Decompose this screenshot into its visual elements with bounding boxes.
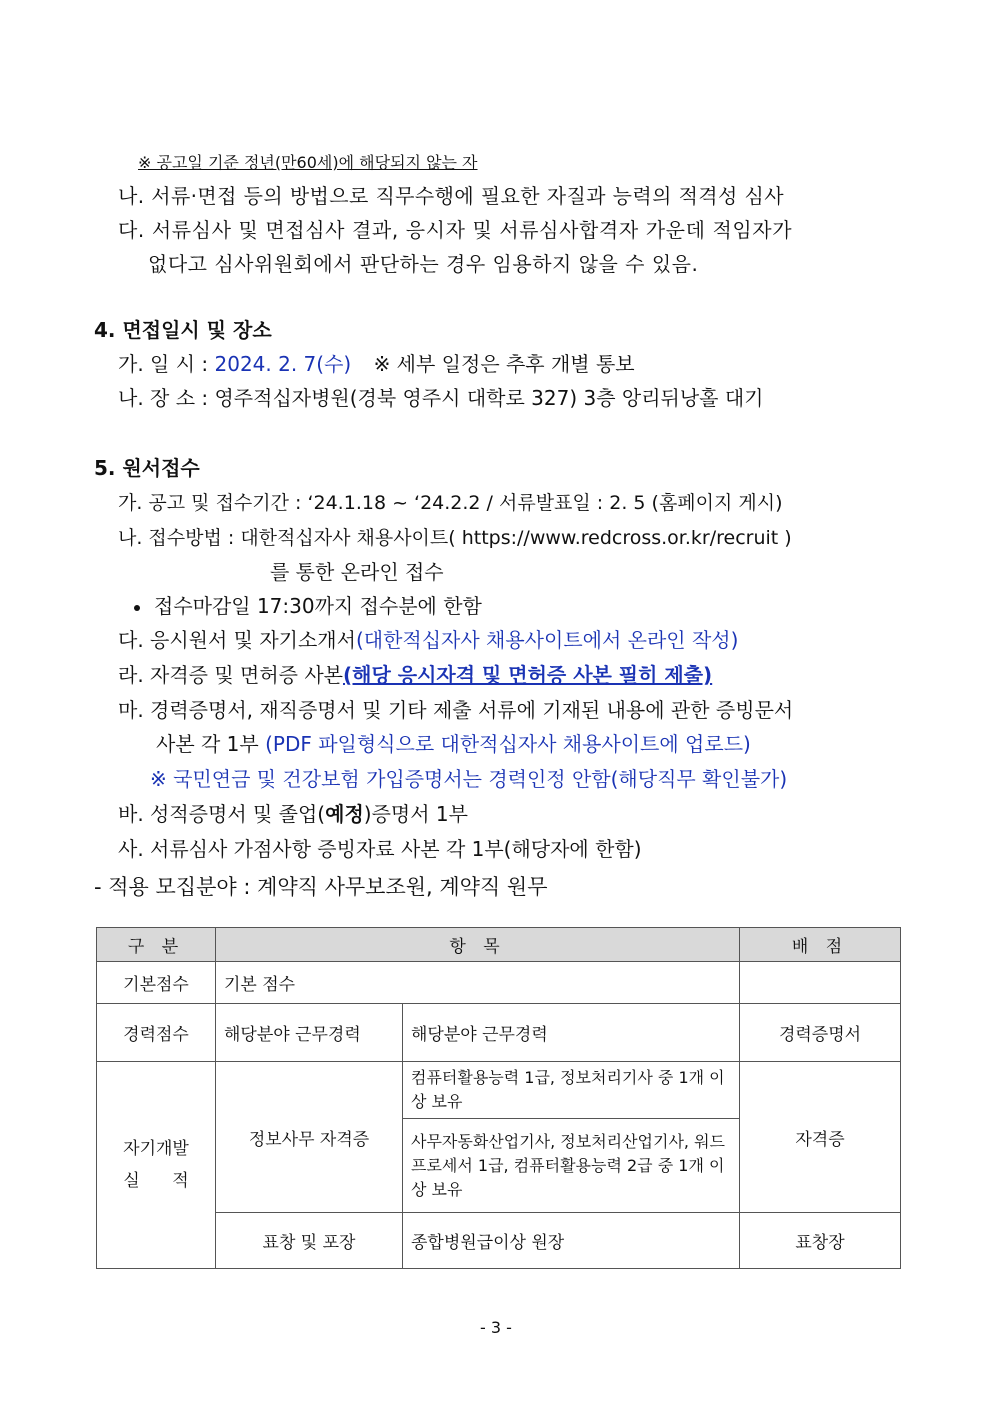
row4-detail: 종합병원급이상 원장: [403, 1213, 740, 1269]
table-row: [97, 1062, 901, 1119]
row3-detail-a: 컴퓨터활용능력 1급, 정보처리기사 중 1개 이상 보유: [403, 1062, 740, 1119]
item-ra-text: 라. 자격증 및 면허증 사본: [118, 663, 343, 687]
applicable-fields: - 적용 모집분야 : 계약직 사무보조원, 계약직 원무: [94, 875, 548, 899]
score-table: [96, 927, 901, 1269]
row2-detail: 해당분야 근무경력: [403, 1004, 740, 1062]
interview-date-note: ※ 세부 일정은 추후 개별 통보: [373, 352, 635, 376]
item-ma-line2: [156, 731, 751, 757]
page-number: - 3 -: [480, 1318, 512, 1337]
interview-date-line: [118, 351, 635, 377]
item-ba-transcript: [118, 801, 468, 827]
header-category: 구 분: [97, 928, 216, 962]
item-da-blue: (대한적십자사 채용사이트에서 온라인 작성): [355, 628, 739, 652]
row3-category-line2: 실 적: [123, 1171, 189, 1191]
row3-score: 자격증: [740, 1062, 901, 1213]
row4-score: 표창장: [740, 1213, 901, 1269]
section-5-title: 5. 원서접수: [94, 456, 200, 480]
section-4-title: 4. 면접일시 및 장소: [94, 318, 272, 342]
table-row: [97, 1004, 901, 1062]
item-ma-line1: 마. 경력증명서, 재직증명서 및 기타 제출 서류에 기재된 내용에 관한 증빙문서: [118, 698, 794, 722]
header-item: 항 목: [216, 928, 740, 962]
header-score: 배 점: [740, 928, 901, 962]
row1-category: 기본점수: [97, 962, 216, 1004]
row2-score: 경력증명서: [740, 1004, 901, 1062]
row2-item: 해당분야 근무경력: [216, 1004, 403, 1062]
row1-score: [740, 962, 901, 1004]
table-row: [97, 962, 901, 1004]
application-period: 가. 공고 및 접수기간 : ‘24.1.18 ~ ‘24.2.2 / 서류발표일 : 2. 5 (홈페이지 게시): [118, 492, 783, 514]
application-method-line1: 나. 접수방법 : 대한적십자사 채용사이트( https://www.redcross.or.kr/recruit ): [118, 527, 792, 549]
table-header-row: [97, 928, 901, 962]
interview-date: 2024. 2. 7(수): [214, 352, 352, 376]
row3-category-line1: 자기개발: [123, 1139, 189, 1159]
item-ba-text-b: 예정: [325, 802, 364, 826]
interview-place-line: 나. 장 소 : 영주적십자병원(경북 영주시 대학로 327) 3층 앙리뒤낭홀 대기: [118, 386, 764, 410]
item-ra-license: [118, 662, 712, 688]
table-row: [97, 1213, 901, 1269]
item-ma-copy: 사본 각 1부: [156, 732, 259, 756]
age-limit-note: ※ 공고일 기준 정년(만60세)에 해당되지 않는 자: [138, 153, 478, 172]
row2-category: 경력점수: [97, 1004, 216, 1062]
item-ra-emphasis: (해당 응시자격 및 면허증 사본 필히 제출): [343, 663, 713, 687]
item-ba-text-c: )증명서 1부: [363, 802, 468, 826]
row1-item: 기본 점수: [216, 962, 740, 1004]
deadline-text: 접수마감일 17:30까지 접수분에 한함: [154, 594, 482, 618]
application-method-line2: 를 통한 온라인 접수: [270, 560, 444, 584]
item-da-application-form: [118, 627, 738, 653]
item-da-text: 다. 응시원서 및 자기소개서: [118, 628, 356, 652]
row3-detail-b: 사무자동화산업기사, 정보처리산업기사, 워드프로세서 1급, 컴퓨터활용능력 2급 중 1개 이상 보유: [403, 1119, 740, 1213]
pension-note: ※ 국민연금 및 건강보험 가입증명서는 경력인정 안함(해당직무 확인불가): [150, 767, 788, 791]
item-da-line2: 없다고 심사위원회에서 판단하는 경우 임용하지 않을 수 있음.: [148, 252, 699, 276]
item-da-line1: 다. 서류심사 및 면접심사 결과, 응시자 및 서류심사합격자 가운데 적임자가: [118, 218, 793, 242]
item-na-screening: 나. 서류·면접 등의 방법으로 직무수행에 필요한 자질과 능력의 적격성 심사: [118, 184, 784, 208]
row3-item: 정보사무 자격증: [216, 1062, 403, 1213]
bullet-icon: [134, 605, 140, 611]
interview-date-label: 가. 일 시 :: [118, 352, 209, 376]
row3-category: [97, 1062, 216, 1269]
item-ma-upload: (PDF 파일형식으로 대한적십자사 채용사이트에 업로드): [265, 732, 751, 756]
item-sa-bonus: 사. 서류심사 가점사항 증빙자료 사본 각 1부(해당자에 한함): [118, 837, 642, 861]
item-ba-text-a: 바. 성적증명서 및 졸업(: [118, 802, 326, 826]
row4-item: 표창 및 포장: [216, 1213, 403, 1269]
deadline-bullet: [134, 593, 482, 619]
